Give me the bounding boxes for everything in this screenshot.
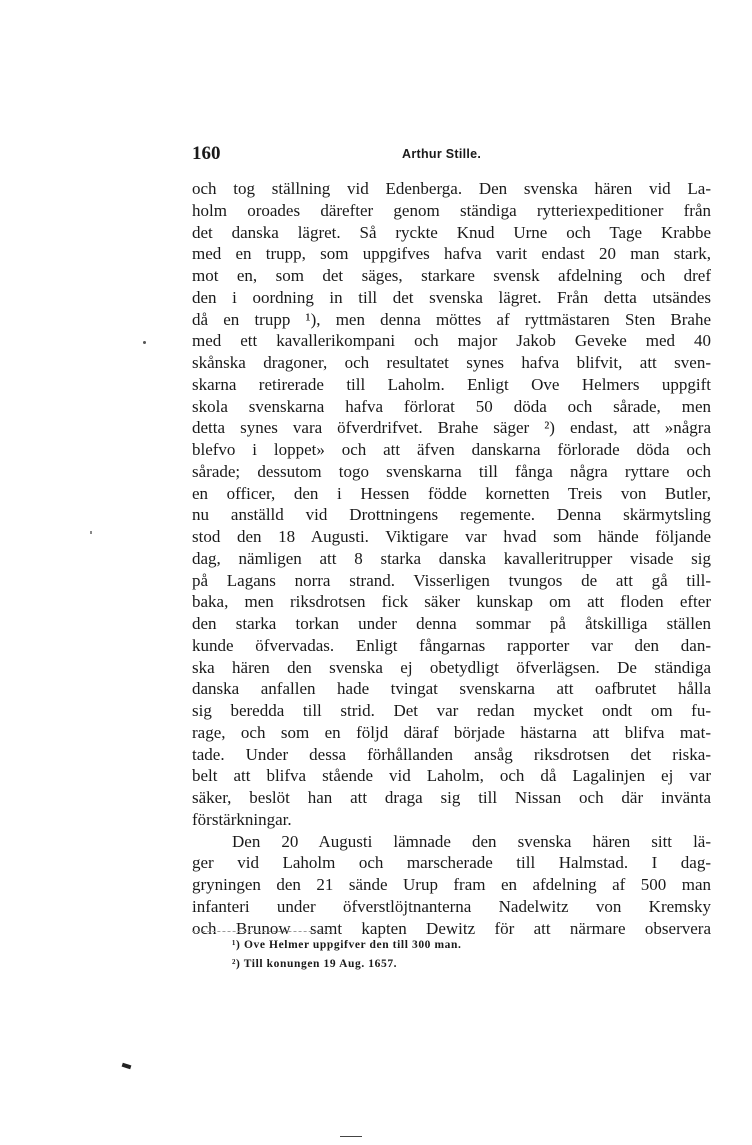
text-line: skola svenskarna hafva förlorat 50 döda och sårade, men [192, 396, 711, 416]
text-line: baka, men riksdrotsen fick säker kunskap om att floden efter [192, 592, 711, 612]
text-line: och tog ställning vid Edenberga. Den svenska hären vid La- [192, 179, 711, 198]
text-line: säker, beslöt han att draga sig till Nissan och där invänta [192, 788, 711, 807]
text-line: ska hären den svenska ej obetydligt öfverlägsen. De ständiga [192, 657, 711, 677]
text-line: sig beredda till strid. Det var redan mycket ondt om fu- [192, 701, 711, 720]
paragraph-start-line: Den 20 Augusti lämnade den svenska hären sitt lä- [232, 831, 711, 851]
text-line: dag, nämligen att 8 starka danska kavalleritrupper visade sig [192, 548, 711, 568]
margin-dot-mark [143, 341, 146, 344]
margin-tick-mark [90, 531, 92, 534]
paragraph-end-line: förstärkningar. [192, 809, 292, 829]
page-header [192, 143, 712, 167]
text-line: rage, och som en följd däraf började hästarna att blifva mat- [192, 722, 711, 742]
text-line: den i oordning in till det svenska lägret. Från detta utsändes [192, 287, 711, 307]
text-line: danska anfallen hade tvingat svenskarna att oafbrutet hålla [192, 679, 711, 699]
footnote-2: ²) Till konungen 19 Aug. 1657. [232, 958, 398, 970]
text-line: gryningen den 21 sände Urup fram en afdelning af 500 man [192, 875, 711, 894]
text-line: den starka torkan under denna sommar på åtskilliga ställen [192, 614, 711, 633]
text-line: mot en, som det säges, starkare svensk afdelning och dref [192, 266, 711, 285]
text-line: sårade; dessutom togo svenskarna till fånga några ryttare och [192, 461, 711, 481]
footnotes [232, 936, 652, 974]
text-line: en officer, den i Hessen födde kornetten Treis von Butler, [192, 483, 711, 503]
text-line: kunde öfvervadas. Enligt fångarnas rapporter var den dan- [192, 635, 711, 655]
text-line: och Brunow samt kapten Dewitz för att närmare observera [192, 918, 711, 938]
text-line: infanteri under öfverstlöjtnanterna Nadelwitz von Kremsky [192, 896, 711, 916]
text-line: stod den 18 Augusti. Viktigare var hvad som hände följande [192, 527, 711, 546]
text-line: med en trupp, som uppgifves hafva varit endast 20 man stark, [192, 244, 711, 264]
text-line: nu anställd vid Drottningens regemente. Denna skärmytsling [192, 505, 711, 525]
text-line: holm oroades därefter genom ständiga rytteriexpeditioner från [192, 200, 711, 220]
body-text [192, 178, 711, 939]
text-line: blefvo i loppet» och att äfven danskarna förlorade döda och [192, 440, 711, 459]
bottom-dash-mark [340, 1136, 362, 1137]
scan-smudge-mark [122, 1063, 132, 1070]
footnote-1: ¹) Ove Helmer uppgifver den till 300 man. [232, 939, 462, 951]
text-line: då en trupp ¹), men denna möttes af ryttmästaren Sten Brahe [192, 309, 711, 329]
text-line: på Lagans norra strand. Visserligen tvungos de att gå till- [192, 570, 711, 590]
text-line: med ett kavallerikompani och major Jakob Geveke med 40 [192, 331, 711, 351]
text-line: ger vid Laholm och marscherade till Halmstad. I dag- [192, 853, 711, 873]
text-line: belt att blifva stående vid Laholm, och då Lagalinjen ej var [192, 766, 711, 786]
footnote-rule [192, 931, 332, 932]
text-line: skånska dragoner, och resultatet synes hafva blifvit, att sven- [192, 353, 711, 372]
running-head: Arthur Stille. [402, 147, 482, 161]
text-line: detta synes vara öfverdrifvet. Brahe säger ²) endast, att »några [192, 418, 711, 438]
text-line: tade. Under dessa förhållanden ansåg riksdrotsen det riska- [192, 744, 711, 764]
text-line: det danska lägret. Så ryckte Knud Urne och Tage Krabbe [192, 222, 711, 242]
text-line: skarna retirerade till Laholm. Enligt Ove Helmers uppgift [192, 374, 711, 394]
page-number: 160 [192, 143, 221, 164]
